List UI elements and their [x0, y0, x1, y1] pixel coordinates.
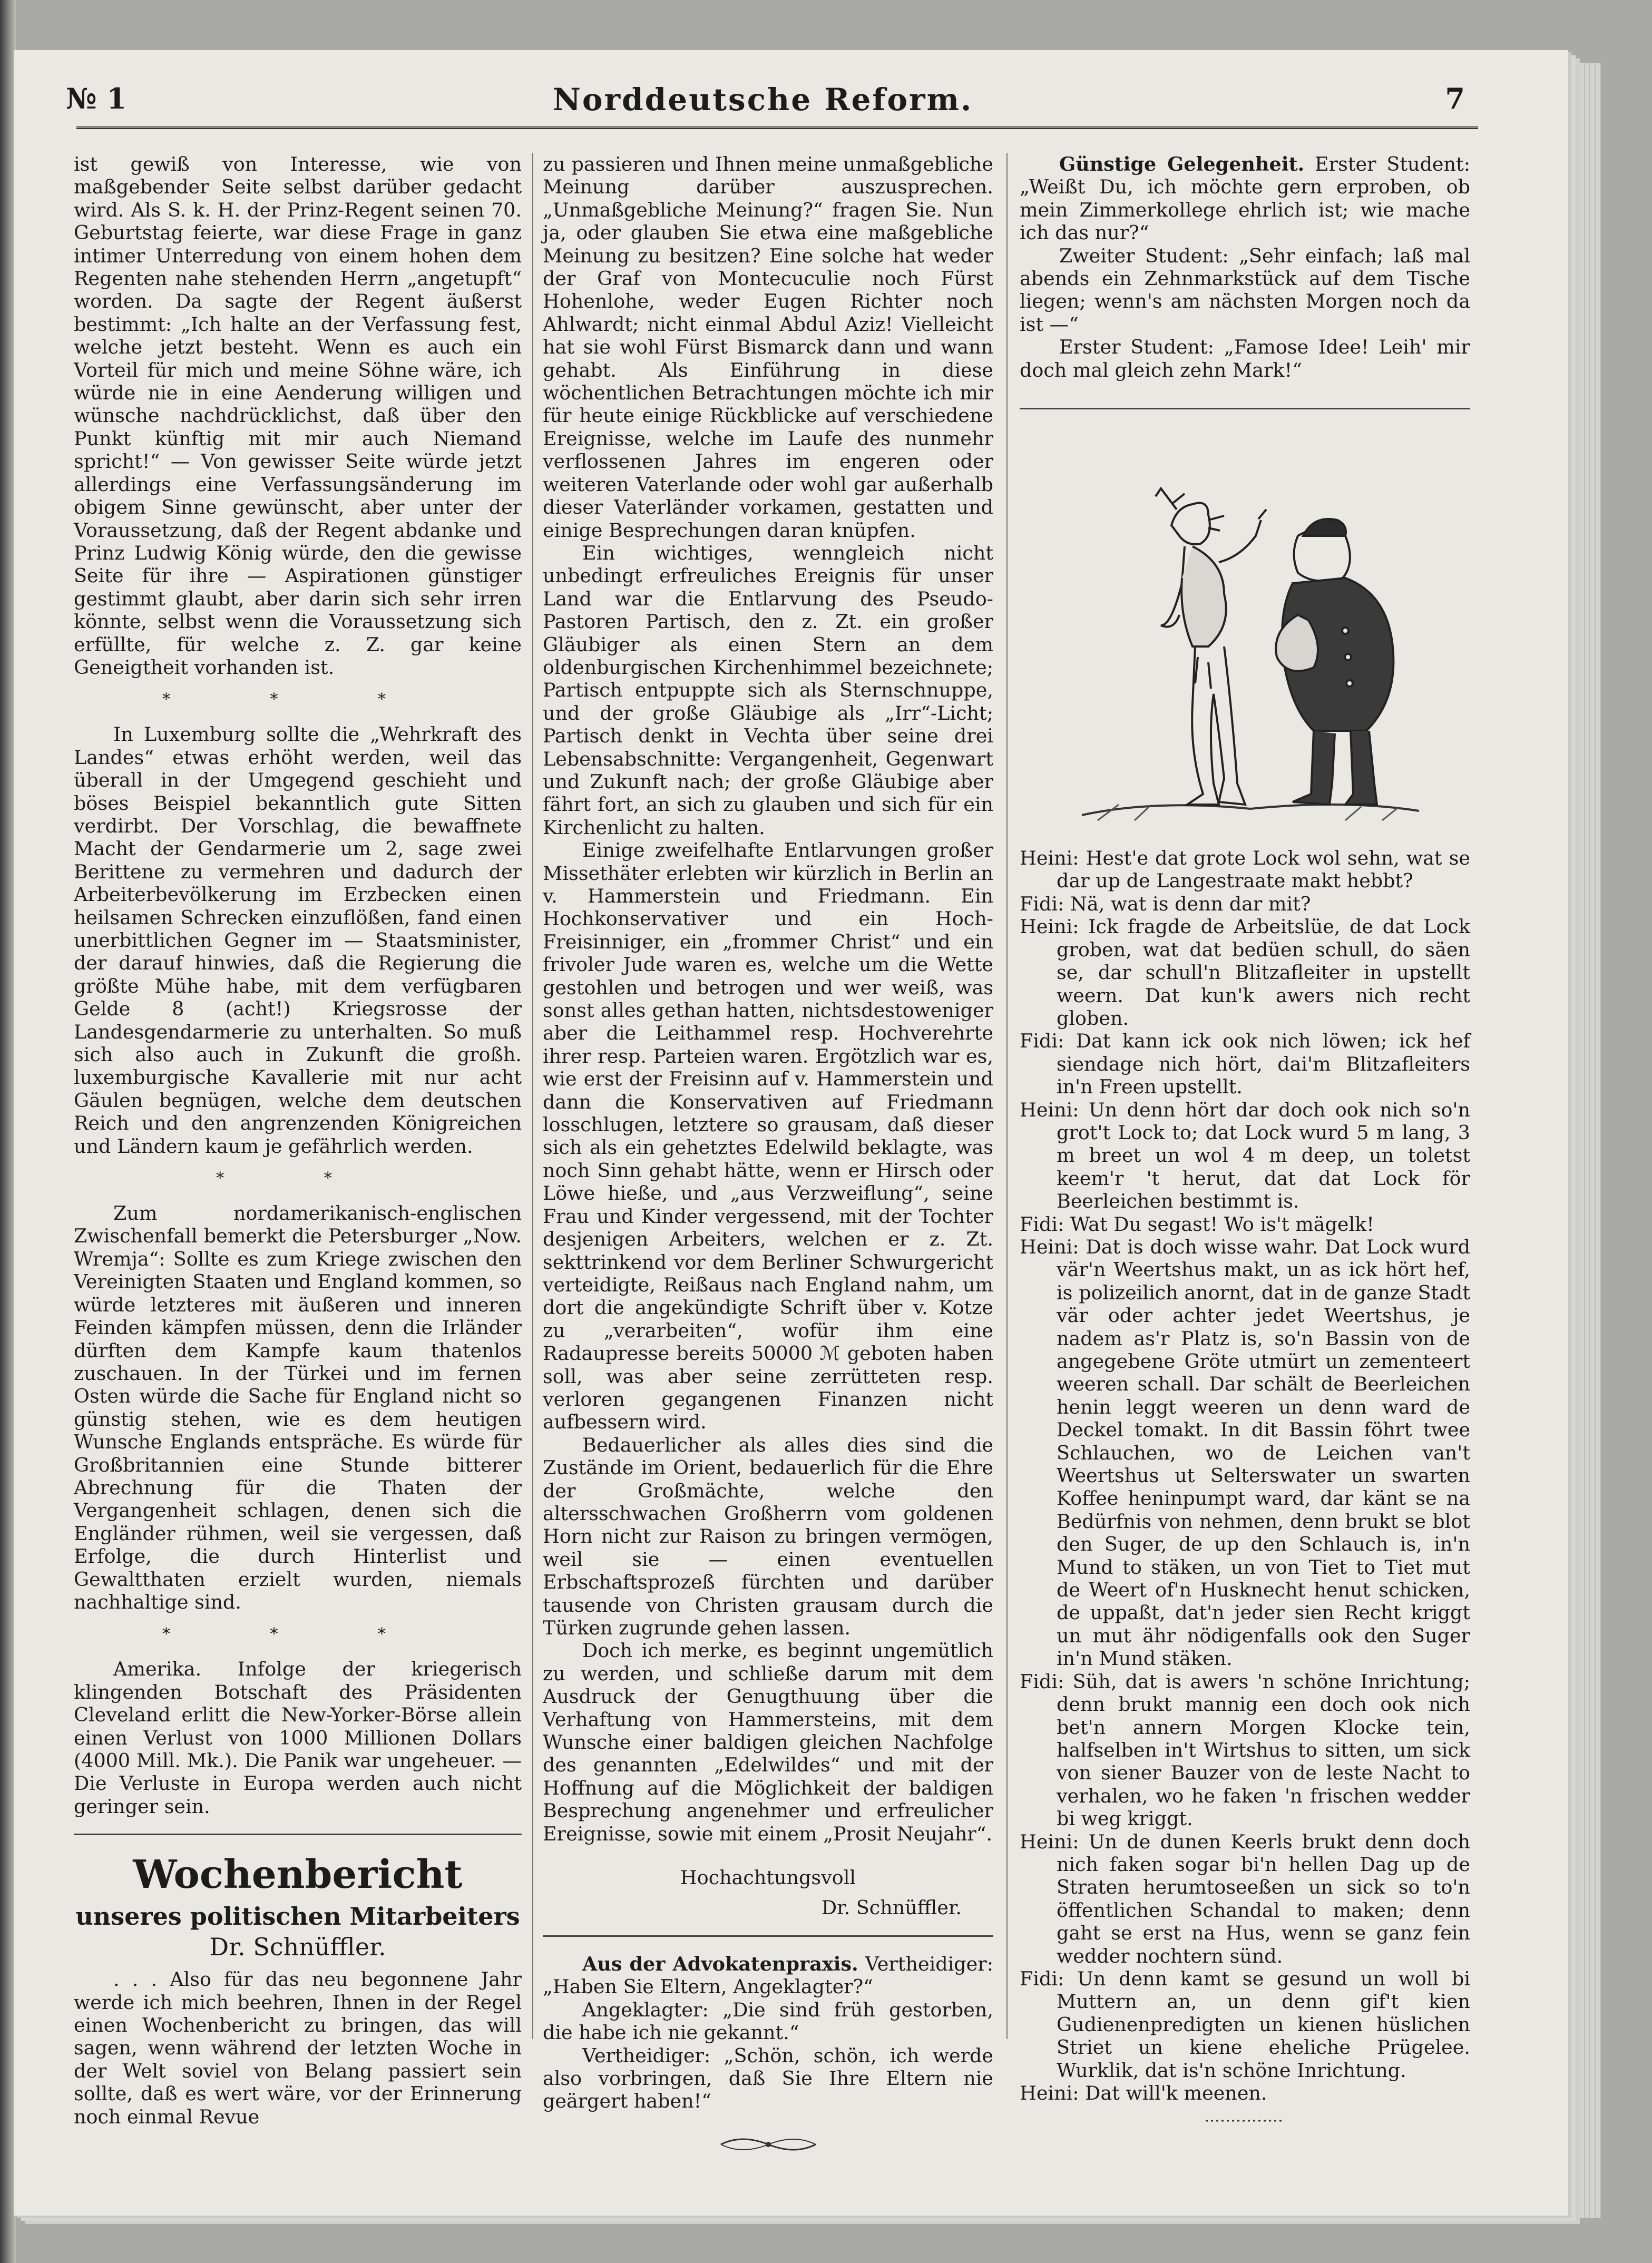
- dialogue-line: Fidi: Dat kann ick ook nich löwen; ick hef siendage nich hört, dai'm Blitzafleiters in'n Freen upstellt.: [1020, 1030, 1470, 1099]
- paragraph: Zweiter Student: „Sehr einfach; laß mal abends ein Zehnmarkstück auf dem Tische liegen; wenn's am nächsten Morgen noch da ist —“: [1020, 244, 1470, 336]
- paragraph: Erster Student: „Famose Idee! Leih' mir doch mal gleich zehn Mark!“: [1020, 336, 1470, 381]
- paragraph: Vertheidiger: „Schön, schön, ich werde also vorbringen, daß Sie Ihre Eltern nie geärgert haben!“: [543, 2044, 993, 2113]
- section-subtitle: unseres politischen Mitarbeiters: [75, 1902, 520, 1931]
- signature-greeting: Hochachtungsvoll: [680, 1866, 856, 1889]
- section-author: Dr. Schnüffler.: [209, 1933, 386, 1962]
- dialogue-line: Fidi: Wat Du segast! Wo is't mägelk!: [1020, 1212, 1374, 1236]
- cartoon-illustration: [1050, 457, 1440, 826]
- issue-number: № 1: [66, 82, 127, 115]
- anecdote-text: Vertheidiger: „Haben Sie Eltern, Angeklagter?“: [543, 1952, 993, 1999]
- anecdote-text: Erster Student: „Weißt Du, ich möchte gern erproben, ob mein Zimmerkollege ehrlich ist; wie mache ich das nur?“: [1020, 153, 1471, 244]
- dotted-line-icon: [1203, 2115, 1287, 2126]
- section-rule: [543, 1935, 993, 1937]
- dialogue-line: Fidi: Nä, wat is denn dar mit?: [1020, 892, 1311, 915]
- dialogue-line: Heini: Dat will'k meenen.: [1020, 2082, 1267, 2104]
- ornament-divider: [543, 2134, 993, 2160]
- header-rule: [76, 126, 1478, 129]
- dialogue-line: Heini: Ick fragde de Arbeitslüe, de dat Lock groben, wat dat bedüen schull, do säen se, dar schull'n Blitzafleiter in upstellt weern. Dat kun'k awers nich recht globen.: [1020, 915, 1470, 1030]
- separator-stars: * * *: [162, 690, 434, 709]
- dialogue-line: Fidi: Süh, dat is awers 'n schöne Inrichtung; denn brukt mannig een doch ook nich bet'n annern Morgen Klocke tein, halfselben in't Wirtshus to sitten, um sick von siener Bauzer von de leste Nacht to verhalen, wo he faken 'n frischen wedder bi weg kriggt.: [1020, 1670, 1470, 1830]
- paragraph: Bedauerlicher als alles dies sind die Zustände im Orient, bedauerlich für die Ehre der Großmächte, welche den altersschwachen Großherrn vom goldenen Horn nicht zur Raison zu bringen vermögen, weil sie — einen eventuellen Erbschaftsprozeß fürchten und darüber tausende von Christen grausam durch die Türken zugrunde gehen lassen.: [543, 1433, 993, 1639]
- signature-name: Dr. Schnüffler.: [821, 1896, 962, 1919]
- section-rule: [74, 1834, 522, 1835]
- flourish-icon: [716, 2134, 821, 2155]
- column-divider: [532, 153, 533, 2039]
- paragraph: Amerika. Infolge der kriegerisch klingenden Botschaft des Präsidenten Cleveland erlitt die New-Yorker-Börse allein einen Verlust von 1000 Millionen Dollars (4000 Mill. Mk.). Die Panik war ungeheuer. — Die Verluste in Europa werden auch nicht geringer sein.: [74, 1658, 522, 1818]
- separator-stars: * * *: [162, 1625, 434, 1644]
- paragraph: Zum nordamerikanisch-englischen Zwischenfall bemerkt die Petersburger „Now. Wremja“: Sollte es zum Kriege zwischen den Vereinigten Staaten und England kommen, so würde letzteres mit äußeren und inneren Feinden kämpfen müssen, denn die Irländer dürften dem Kampfe kaum thatenlos zuschauen. In der Türkei und im fernen Osten würde die Sache für England nicht so günstig stehen, wie es dem heutigen Wunsche Englands entspräche. Es würde für Großbritannien eine Stunde bitterer Abrechnung für die Thaten der Vergangenheit schlagen, denen sich die Engländer rühmen, weil sie vergessen, daß Erfolge, die durch Hinterlist und Gewaltthaten erzielt wurden, niemals nachhaltige sind.: [74, 1202, 522, 1613]
- section-title: Wochenbericht: [133, 1852, 463, 1898]
- page-header: [50, 82, 1475, 124]
- anecdote-heading: Günstige Gelegenheit.: [1059, 153, 1305, 175]
- dialogue-line: Heini: Dat is doch wisse wahr. Dat Lock wurd vär'n Weertshus makt, un as ick hört hef, is polizeilich anornt, dat in de ganze Stadt vär oder achter jedet Weertshus, je nadem as'r Platz is, so'n Bassin von de angegebene Gröte utmürt un zementeert weeren schall. Dar schält de Beerleichen henin leggt weeren un denn ward de Deckel tomakt. In dit Bassin föhrt twee Schlauchen, wo de Leichen van't Weertshus ut Selterswater un swarten Koffee heninpumpt ward, dar känt se na Bedürfnis von nehmen, denn brukt se blot den Suger, de up den Schlauch is, in'n Mund to stäken, un von Tiet to Tiet mut de Weert of'n Husknecht henut schicken, de uppaßt, dat'n jeder sien Recht kriggt un mut ähr nödigenfalls ook den Suger in'n Mund stäken.: [1020, 1235, 1470, 1670]
- dialogue-line: Fidi: Un denn kamt se gesund un woll bi Muttern an, un denn gif't kien Gudienenpredigten un kienen hüslichen Striet un kiene eheliche Prügelee. Wurklik, dat is'n schöne Inrichtung.: [1020, 1967, 1470, 2082]
- end-ornament: [1020, 2110, 1470, 2132]
- column-1: [74, 153, 522, 2128]
- paragraph: ist gewiß von Interesse, wie von maßgebender Seite selbst darüber gedacht wird. Als S. k. H. der Prinz-Regent seinen 70. Geburtstag feierte, war diese Frage in ganz intimer Unterredung von einem hohen dem Regenten nahe stehenden Herrn „angetupft“ worden. Da sagte der Regent äußerst bestimmt: „Ich halte an der Verfassung fest, welche jetzt besteht. Wenn es auch ein Vorteil für mich und meine Söhne wäre, ich würde nie in eine Aenderung willigen und wünsche nachdrücklichst, daß über den Punkt künftig mit mir auch Niemand spricht!“ — Von gewisser Seite würde jetzt allerdings eine Verfassungsänderung im obigem Sinne gewünscht, aber unter der Voraussetzung, daß der Regent abdanke und Prinz Ludwig König würde, den die gewisse Seite für ihre — Aspirationen günstiger gestimmt glaubt, aber darin sich sehr irren könnte, selbst wenn die Voraussetzung sich erfüllte, für welche z. Z. gar keine Geneigtheit vorhanden ist.: [74, 153, 522, 679]
- newspaper-title: Norddeutsche Reform.: [552, 82, 973, 117]
- column-3: [1020, 153, 1470, 2133]
- paragraph: Doch ich merke, es beginnt ungemütlich zu werden, und schließe darum mit dem Ausdruck der Genugthuung über die Verhaftung von Hammersteins, mit dem Wunsche einer baldigen gleichen Nachfolge des genannten „Edelwildes“ und mit der Hoffnung auf die Möglichkeit der baldigen Besprechung angenehmer und erfreulicher Ereignisse, sowie mit einem „Prosit Neujahr“.: [543, 1639, 993, 1845]
- paragraph: Ein wichtiges, wenngleich nicht unbedingt erfreuliches Ereignis für unser Land war die Entlarvung des Pseudo-Pastoren Partisch, den z. Zt. ein großer Gläubiger als einen Stern an dem oldenburgischen Kirchenhimmel bezeichnete; Partisch entpuppte sich als Sternschnuppe, und der große Gläubige als „Irr“-Licht; Partisch denkt in Vechta über seine drei Lebensabschnitte: Vergangenheit, Gegenwart und Zukunft nach; der große Gläubige aber fährt fort, an sich zu glauben und sich für ein Kirchenlicht zu halten.: [543, 541, 993, 839]
- paragraph: . . . Also für das neu begonnene Jahr werde ich mich beehren, Ihnen in der Regel einen Wochenbericht zu bringen, das will sagen, wenn während der letzten Woche in der Welt soviel von Belang passiert sein sollte, daß es wert wäre, vor der Erinnerung noch einmal Revue: [74, 1968, 522, 2128]
- anecdote-paragraph: [543, 1953, 993, 1999]
- dialogue-line: Heini: Hest'e dat grote Lock wol sehn, wat se dar up de Langestraate makt hebbt?: [1020, 847, 1470, 893]
- separator-stars: * *: [216, 1169, 379, 1188]
- paragraph: Angeklagter: „Die sind früh gestorben, die habe ich nie gekannt.“: [543, 1998, 993, 2044]
- column-divider: [1006, 153, 1008, 2039]
- dialogue: [1020, 847, 1470, 2104]
- page-stack-edge: [1569, 63, 1601, 2218]
- paragraph: In Luxemburg sollte die „Wehrkraft des Landes“ etwas erhöht werden, weil das überall in der Umgegend geschieht und böses Beispiel bekanntlich gute Sitten verdirbt. Der Vorschlag, die bewaffnete Macht der Gendarmerie um 2, sage zwei Berittene zu vermehren und dadurch der Arbeiterbevölkerung im Erzbecken einen heilsamen Schrecken einzuflößen, fand einen unerbittlichen Gegner im — Staatsminister, der darauf hinwies, daß die Regierung die größte Mühe habe, mit dem verfügbaren Gelde 8 (acht!) Kriegsrosse der Landesgendarmerie zu unterhalten. So muß sich also auch in Zukunft die großh. luxemburgische Kavallerie mit nur acht Gäulen begnügen, welche dem deutschen Reich und den angrenzenden Königreichen und Ländern kaum je gefährlich werden.: [74, 723, 522, 1158]
- section-rule: [1020, 408, 1470, 409]
- dialogue-line: Heini: Un denn hört dar doch ook nich so'n grot't Lock to; dat Lock wurd 5 m lang, 3 m breet un wol 4 m deep, un toletst keem'r 't herut, dat dat Lock för Beerleichen bestimmt is.: [1020, 1098, 1470, 1213]
- dialogue-line: Heini: Un de dunen Keerls brukt denn doch nich faken sogar bi'n hellen Dag up de Straten herumtoseeßen un sick so to'n öffentlichen Schandal to maken; denn gaht se erst na Hus, wenn se ganz fein wedder nochtern sünd.: [1020, 1830, 1470, 1967]
- column-2: [543, 153, 993, 2160]
- anecdote-heading: Aus der Advokatenpraxis.: [582, 1952, 858, 1975]
- paragraph: zu passieren und Ihnen meine unmaßgebliche Meinung darüber auszusprechen. „Unmaßgebliche Meinung?“ fragen Sie. Nun ja, oder glauben Sie etwa eine maßgebliche Meinung zu besitzen? Eine solche hat weder der Graf von Montecuculie noch Fürst Hohenlohe, weder Eugen Richter noch Ahlwardt; nicht einmal Abdul Aziz! Vielleicht hat sie wohl Fürst Bismarck dann und wann gehabt. Als Einführung in diese wöchentlichen Betrachtungen möchte ich mir für heute einige Rückblicke auf verschiedene Ereignisse, welche im Laufe des nunmehr verflossenen Jahres im engeren oder weiteren Vaterlande oder wohl gar außerhalb dieser Vaterländer vorkamen, gestatten und einige Besprechungen daran knüpfen.: [543, 153, 993, 542]
- paragraph: Einige zweifelhafte Entlarvungen großer Missethäter erlebten wir kürzlich in Berlin an v. Hammerstein und Friedmann. Ein Hochkonservativer und ein Hoch-Freisinniger, ein „frommer Christ“ und ein frivoler Jude waren es, welche um die Wette gestohlen und betrogen und wer weiß, was sonst alles gethan hatten, nichtsdestoweniger aber die Leithammel resp. Hochverehrte ihrer resp. Parteien waren. Ergötzlich war es, wie erst der Freisinn auf v. Hammerstein und dann die Konservativen auf Friedmann losschlugen, letztere so grausam, daß dieser sich als ein gehetztes Edelwild beklagte, was noch Sinn gehabt hätte, wenn er Hirsch oder Löwe hieße, und „aus Verzweiflung“, seine Frau und Kinder vergessend, mit der Tochter desjenigen Arbeiters, welchen er z. Zt. sekttrinkend vor dem Berliner Schwurgericht verteidigte, Reißaus nach England nahm, um dort die angekündigte Schrift über v. Kotze zu „verarbeiten“, wofür ihm eine Radaupresse bereits 50000 ℳ geboten haben soll, was aber seine zerrütteten resp. verloren gegangenen Finanzen nicht aufbessern wird.: [543, 839, 993, 1434]
- page-number: 7: [1445, 82, 1465, 115]
- anecdote-paragraph: [1020, 153, 1470, 244]
